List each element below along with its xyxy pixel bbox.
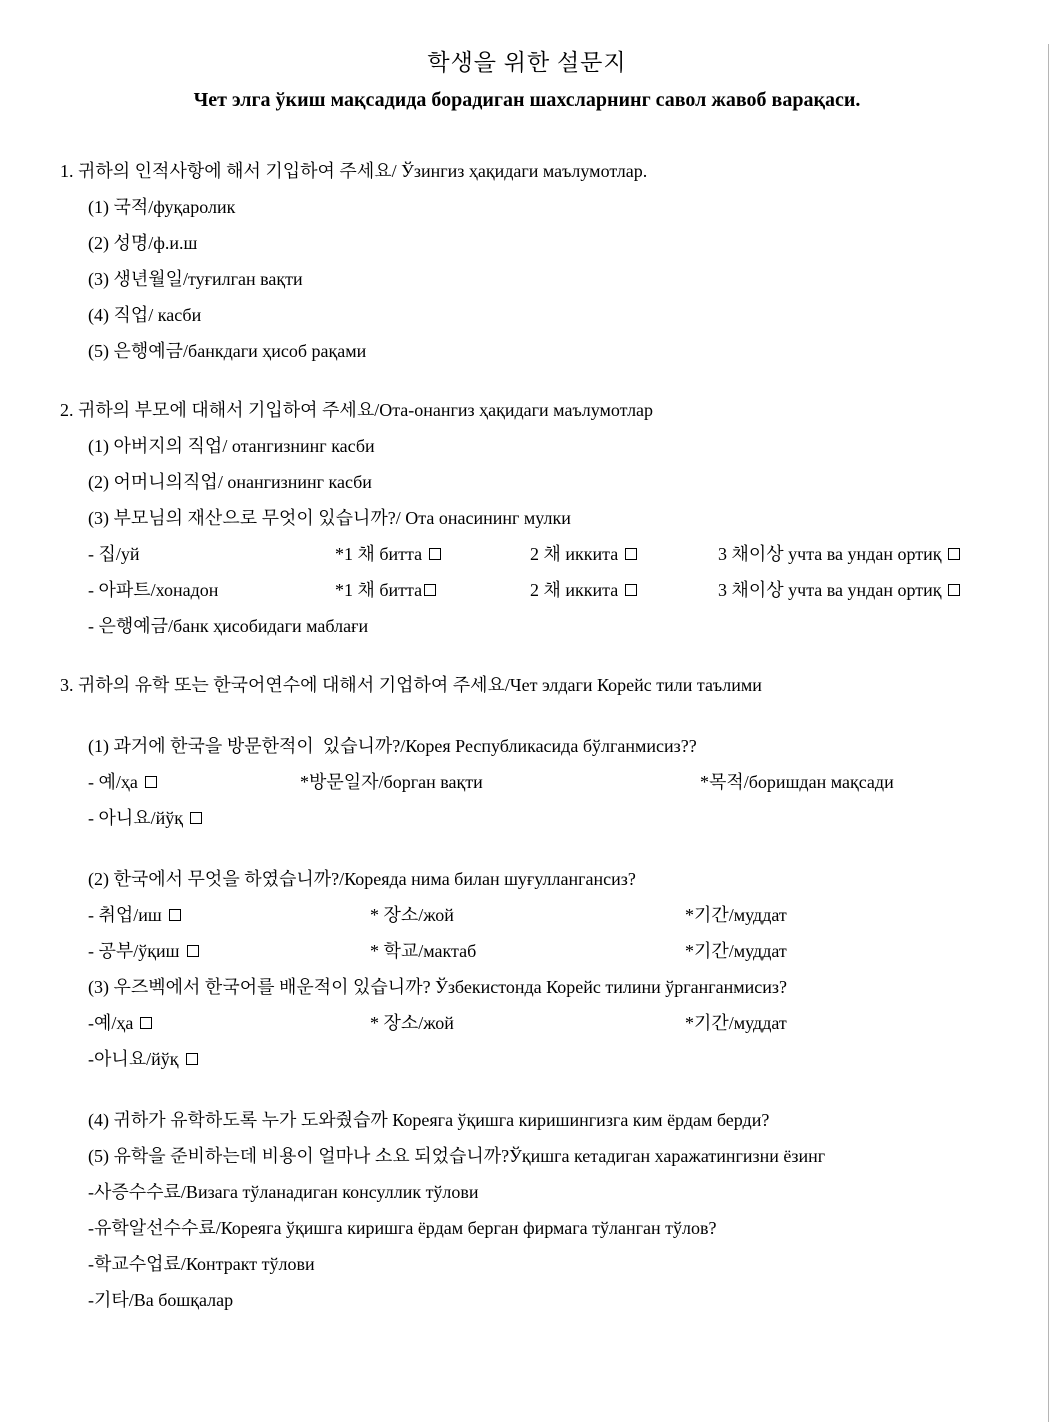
- property-house-label: - 집/уй: [88, 544, 140, 564]
- section1-item-nationality: (1) 국적/фуқаролик: [88, 197, 236, 217]
- no-label: -아니요/йўқ: [88, 1049, 179, 1069]
- checkbox[interactable]: [145, 776, 157, 788]
- section2-item-bank-savings: - 은행예금/банк ҳисобидаги маблағи: [88, 616, 369, 636]
- document-title-uzbek: Чет элга ўкиш мақсадида борадиган шахсларнинг савол жавоб варақаси.: [193, 89, 861, 111]
- checkbox[interactable]: [429, 548, 441, 560]
- section2-item-father-job: (1) 아버지의 직업/ отангизнинг касби: [88, 436, 375, 456]
- property-house-option-two: [530, 540, 718, 566]
- checkbox[interactable]: [625, 548, 637, 560]
- work-place-label: * 장소/жой: [370, 905, 454, 925]
- work-option: [88, 901, 370, 927]
- section3-q2-heading: (2) 한국에서 무엇을 하였습니까?/Кореяда нима билан шуғуллангансиз?: [88, 869, 636, 889]
- checkbox[interactable]: [140, 1017, 152, 1029]
- section1-heading: 1. 귀하의 인적사항에 해서 기입하여 주세요/ Ўзингиз ҳақидаги маълумотлар.: [60, 161, 648, 181]
- option-one-label: *1 채 битта: [335, 544, 423, 564]
- work-label: - 취업/иш: [88, 905, 162, 925]
- yes-option: [88, 768, 300, 794]
- section3-q4-heading: (4) 귀하가 유학하도록 누가 도와줬습까 Кореяга ўқишга киришингизга ким ёрдам берди?: [88, 1110, 770, 1130]
- place-label: * 장소/жой: [370, 1013, 454, 1033]
- checkbox[interactable]: [948, 548, 960, 560]
- study-option: [88, 937, 370, 963]
- checkbox[interactable]: [190, 812, 202, 824]
- property-row-apartment: [60, 571, 1038, 607]
- section3-q3-no-row: [60, 1040, 1038, 1076]
- section1-item-birthdate: (3) 생년월일/туғилган вақти: [88, 269, 303, 289]
- study-school-label: * 학교/мактаб: [370, 941, 477, 961]
- section3-q1-yes-row: [60, 763, 1038, 799]
- visit-purpose-label: *목적/боришдан мақсади: [700, 772, 894, 792]
- yes-label: - 예/ҳа: [88, 772, 138, 792]
- property-apartment-option-three: [718, 576, 1038, 602]
- section2-heading: 2. 귀하의 부모에 대해서 기입하여 주세요/Ота-онангиз ҳақидаги маълумотлар: [60, 400, 654, 420]
- property-apartment-option-one: [335, 576, 530, 602]
- section3-q1-heading: (1) 과거에 한국을 방문한적이 있습니까?/Корея Республикасида бўлганмисиз??: [88, 736, 697, 756]
- visit-date-label: *방문일자/борган вақти: [300, 772, 483, 792]
- section2-item-mother-job: (2) 어머니의직업/ онангизнинг касби: [88, 472, 372, 492]
- section3-q3-yes-row: [60, 1004, 1038, 1040]
- option-two-label: 2 채 иккита: [530, 544, 619, 564]
- section3-q2-work-row: [60, 896, 1038, 932]
- expense-item-other: -기타/Ва бошқалар: [88, 1290, 234, 1310]
- option-one-label: *1 채 битта: [335, 580, 423, 600]
- expense-item-tuition-fee: -학교수업료/Контракт тўлови: [88, 1254, 315, 1274]
- section2-item-property: (3) 부모님의 재산으로 무엇이 있습니까?/ Ота онасининг мулки: [88, 508, 571, 528]
- section1-item-occupation: (4) 직업/ касби: [88, 305, 202, 325]
- section3-q5-heading: (5) 유학을 준비하는데 비용이 얼마나 소요 되었습니까?Ўқишга кетадиган харажатингизни ёзинг: [88, 1146, 826, 1166]
- no-option: [88, 1045, 198, 1071]
- document-title-korean: 학생을 위한 설문지: [427, 50, 627, 75]
- property-apartment-option-two: [530, 576, 718, 602]
- document-body: [60, 152, 1038, 1317]
- checkbox[interactable]: [187, 945, 199, 957]
- checkbox[interactable]: [169, 909, 181, 921]
- property-house-option-three: [718, 540, 1038, 566]
- property-house-option-one: [335, 540, 530, 566]
- work-period-label: *기간/муддат: [685, 905, 787, 925]
- expense-item-visa-fee: -사증수수료/Визага тўланадиган консуллик тўлови: [88, 1182, 479, 1202]
- section1-item-bank-account: (5) 은행예금/банкдаги ҳисоб рақами: [88, 341, 367, 361]
- checkbox[interactable]: [625, 584, 637, 596]
- no-label: - 아니요/йўқ: [88, 808, 184, 828]
- page-edge-divider: [1048, 44, 1049, 1422]
- checkbox[interactable]: [186, 1053, 198, 1065]
- section1-item-name: (2) 성명/ф.и.ш: [88, 233, 198, 253]
- expense-item-agency-fee: -유학알선수수료/Кореяга ўқишга киришга ёрдам берган фирмага тўланган тўлов?: [88, 1218, 717, 1238]
- checkbox[interactable]: [948, 584, 960, 596]
- section3-q3-heading: (3) 우즈벡에서 한국어를 배운적이 있습니까? Ўзбекистонда Корейс тилини ўрганганмисиз?: [88, 977, 787, 997]
- period-label: *기간/муддат: [685, 1013, 787, 1033]
- no-option: [88, 804, 202, 830]
- property-apartment-label: - 아파트/хонадон: [88, 580, 219, 600]
- option-two-label: 2 채 иккита: [530, 580, 619, 600]
- option-three-label: 3 채이상 учта ва ундан ортиқ: [718, 544, 942, 564]
- study-label: - 공부/ўқиш: [88, 941, 180, 961]
- section3-q2-study-row: [60, 932, 1038, 968]
- checkbox[interactable]: [424, 584, 436, 596]
- yes-option: [88, 1009, 370, 1035]
- yes-label: -예/ҳа: [88, 1013, 134, 1033]
- property-row-house: [60, 535, 1038, 571]
- study-period-label: *기간/муддат: [685, 941, 787, 961]
- section3-q1-no-row: [60, 799, 1038, 835]
- option-three-label: 3 채이상 учта ва ундан ортиқ: [718, 580, 942, 600]
- section3-heading: 3. 귀하의 유학 또는 한국어연수에 대해서 기업하여 주세요/Чет элдаги Корейс тили таълими: [60, 675, 762, 695]
